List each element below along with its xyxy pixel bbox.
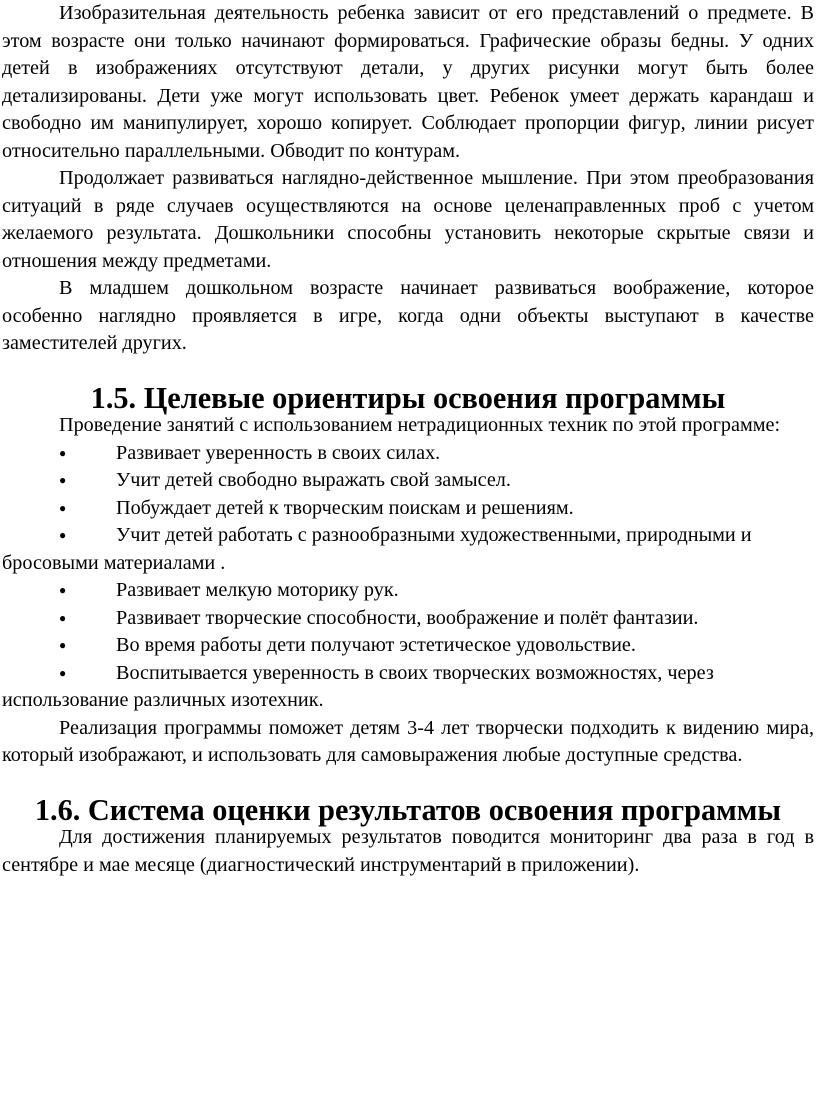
list-item-text: Во время работы дети получают эстетическое удовольствие. [116, 634, 636, 656]
section-closing-paragraph: Реализация программы поможет детям 3-4 лет творчески подходить к видению мира, который изображают, и использовать для самовыражения любые доступные средства. [2, 716, 814, 766]
monitoring-paragraph: Для достижения планируемых результатов поводится мониторинг два раза в год в сентябре и мае месяце (диагностический инструментарий в приложении). [2, 826, 814, 876]
goals-list [2, 440, 814, 715]
bullet-icon: ● [59, 665, 67, 680]
bullet-icon: ● [59, 638, 67, 652]
list-item-text: Воспитывается уверенность в своих творческих возможностях, через использование различных изотехник. [2, 661, 714, 711]
list-item [2, 440, 814, 468]
bullet-icon: ● [59, 583, 67, 597]
list-item-text: Развивает творческие способности, воображение и полёт фантазии. [116, 606, 699, 629]
document-page [2, 0, 814, 879]
list-item [2, 577, 814, 605]
list-item-text: Развивает уверенность в своих силах. [116, 441, 441, 464]
list-item-text: Учит детей работать с разнообразными художественными, природными и бросовыми материалами . [2, 524, 752, 574]
list-item-text: Побуждает детей к творческим поискам и решениям. [116, 496, 574, 519]
list-item [2, 495, 814, 523]
section-lead-paragraph: Проведение занятий с использованием нетрадиционных техник по этой программе: [59, 414, 781, 436]
bullet-icon: ● [59, 473, 67, 487]
intro-paragraph-3: В младшем дошкольном возрасте начинает развиваться воображение, которое особенно наглядно проявляется в игре, когда одни объекты выступают в качестве заместителей других. [2, 277, 814, 354]
bullet-icon: ● [59, 445, 67, 460]
list-item [2, 632, 814, 660]
list-item [2, 467, 814, 495]
bullet-icon: ● [59, 528, 67, 542]
intro-paragraph-2: Продолжает развиваться наглядно-действенное мышление. При этом преобразования ситуаций в ряде случаев осуществляются на основе целенаправленных проб с учетом желаемого результата. Дошкольники способны установить некоторые скрытые связи и отношения между предметами. [2, 167, 814, 272]
intro-paragraph-1: Изобразительная деятельность ребенка зависит от его представлений о предмете. В этом возрасте они только начинают формироваться. Графические образы бедны. У одних детей в изображениях отсутствуют детали, у других рисунки могут быть более детализированы. Дети уже могут использовать цвет. Ребенок умеет держать карандаш и свободно им манипулирует, хорошо копирует. Соблюдает пропорции фигур, линии рисует относительно параллельными. Обводит по контурам. [2, 2, 814, 162]
list-item [2, 605, 814, 633]
list-item [2, 522, 814, 577]
section-heading-1-5: 1.5. Целевые ориентиры освоения программы [90, 380, 726, 415]
list-item [2, 660, 814, 715]
bullet-icon: ● [59, 610, 67, 625]
bullet-icon: ● [59, 500, 67, 515]
section-heading-1-6: 1.6. Система оценки результатов освоения программы [34, 792, 782, 827]
list-item-text: Учит детей свободно выражать свой замысел. [116, 469, 511, 491]
list-item-text: Развивает мелкую моторику рук. [116, 579, 399, 601]
